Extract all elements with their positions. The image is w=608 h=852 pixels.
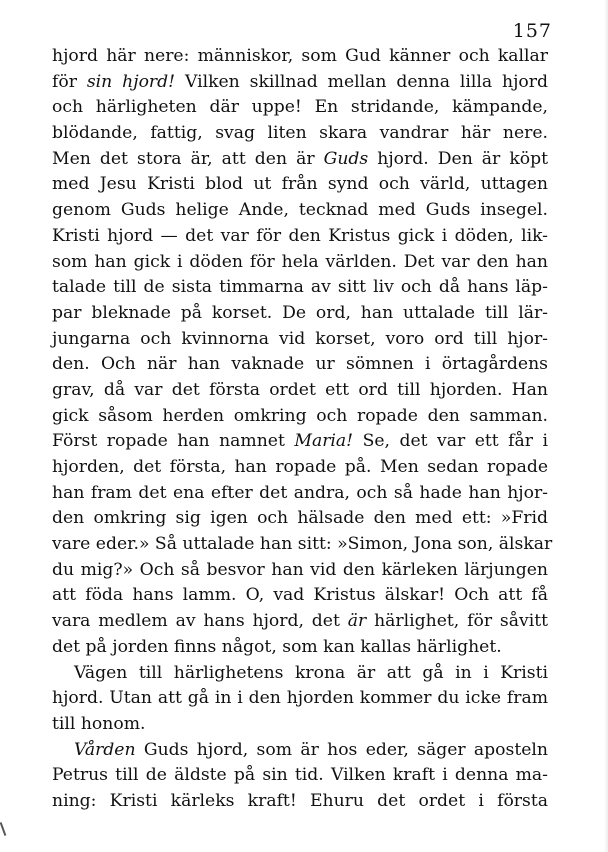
text-line: blödande, fattig, svag liten skara vandrar här nere. (52, 123, 548, 144)
emphasis: är (347, 611, 367, 632)
text-line: han fram det ena efter det andra, och så hade han hjor- (52, 482, 548, 503)
scan-edge-mark (0, 822, 6, 836)
text-line: du mig?» Och så besvor han vid den kärleken lärjungen (52, 559, 548, 580)
text-line: den omkring sig igen och hälsade den med ett: »Frid (52, 508, 548, 529)
text-line: hjorden, det första, han ropade på. Men sedan ropade (52, 457, 548, 477)
text-line: det på jorden finns något, som kan kallas härlighet. (52, 636, 502, 657)
text-line: Kristi hjord — det var för den Kristus gick i döden, lik- (52, 225, 548, 246)
text-line: Först ropade han namnet Maria! Se, det var ett får i (52, 431, 548, 452)
emphasis: sin hjord! (86, 71, 176, 92)
text-line: Petrus till de äldste på sin tid. Vilken kraft i denna ma- (52, 765, 548, 786)
text-line: jungarna och kvinnorna vid korset, voro ord till hjor- (52, 328, 548, 349)
page-number: 157 (512, 20, 552, 42)
emphasis: Maria! (294, 431, 354, 452)
page-edge-shadow (604, 0, 608, 852)
text-line: med Jesu Kristi blod ut från synd och värld, uttagen (52, 174, 548, 195)
text-line: hjord. Utan att gå in i den hjorden kommer du icke fram (52, 688, 548, 709)
text-line: för sin hjord! Vilken skillnad mellan denna lilla hjord (52, 71, 548, 92)
text-line: ning: Kristi kärleks kraft! Ehuru det ordet i första (52, 790, 548, 811)
emphasis: Vården (74, 739, 136, 760)
text-line: grav, då var det första ordet ett ord till hjorden. Han (52, 379, 548, 400)
text-line: Men det stora är, att den är Guds hjord. Den är köpt (52, 148, 548, 169)
text-line: och härligheten där uppe! En stridande, kämpande, (52, 97, 548, 118)
text-line: hjord här nere: människor, som Gud känner och kallar (52, 46, 548, 66)
text-line: gick såsom herden omkring och ropade den samman. (52, 405, 548, 426)
text-line: den. Och när han vaknade ur sömnen i örtagårdens (52, 354, 548, 375)
text-line: till honom. (52, 713, 146, 734)
text-line: par bleknade på korset. De ord, han uttalade till lär- (52, 302, 548, 323)
text-line: talade till de sista timmarna av sitt liv och då hans läp- (52, 277, 548, 298)
emphasis: Guds (323, 148, 369, 169)
text-line: vare eder.» Så uttalade han sitt: »Simon, Jona son, älskar (52, 534, 553, 555)
text-line: genom Guds helige Ande, tecknad med Guds insegel. (52, 200, 548, 221)
text-line: Vägen till härlighetens krona är att gå in i Kristi (74, 662, 548, 683)
text-line: som han gick i döden för hela världen. Det var den han (52, 251, 548, 272)
body-text (52, 44, 553, 815)
text-line: vara medlem av hans hjord, det är härlighet, för såvitt (52, 611, 549, 632)
text-line: att föda hans lamm. O, vad Kristus älskar! Och att få (52, 585, 548, 606)
text-line: Vården Guds hjord, som är hos eder, säger aposteln (74, 739, 548, 760)
